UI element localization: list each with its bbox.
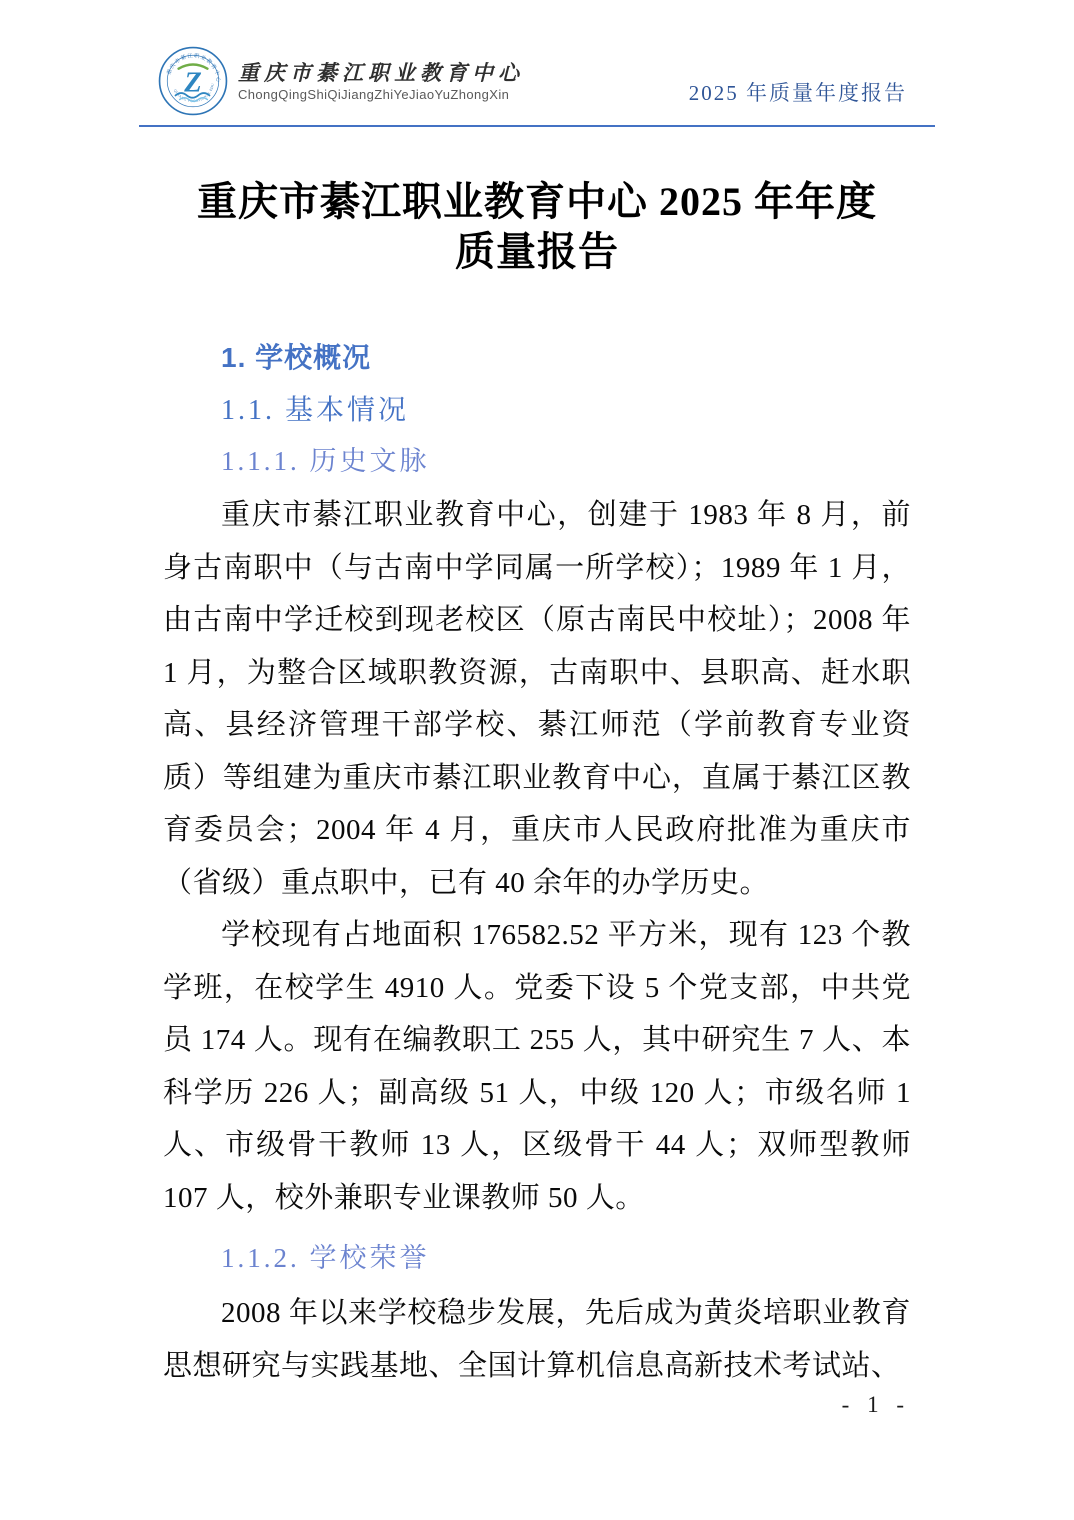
paragraph-history: 重庆市綦江职业教育中心，创建于 1983 年 8 月，前身古南职中（与古南中学同属一所学校）；1989 年 1 月，由古南中学迁校到现老校区（原古南民中校址）；2008 年 1 月，为整合区域职教资源，古南职中、县职高、赶水职高、县经济管理干部学校、綦江师范（学前教育专业资质）等组建为重庆市綦江职业教育中心，直属于綦江区教育委员会；2004 年 4 月，重庆市人民政府批准为重庆市（省级）重点职中，已有 40 余年的办学历史。 (163, 499, 911, 899)
heading-honors: 1.1.2. 学校荣誉 (221, 1243, 430, 1273)
svg-text:QIJIANG VOCATIONAL EDU: QIJIANG VOCATIONAL EDU (172, 82, 216, 104)
document-title-line1: 重庆市綦江职业教育中心 2025 年年度 (197, 179, 877, 224)
header-report-label: 2025 年质量年度报告 (688, 81, 907, 105)
document-body (163, 127, 911, 1392)
heading-school-overview: 1. 学校概况 (221, 342, 372, 373)
document-title (163, 177, 911, 277)
svg-text:重庆市綦江职业教育中心: 重庆市綦江职业教育中心 (166, 53, 221, 84)
page-header (139, 0, 935, 127)
header-brand (158, 46, 524, 116)
svg-text:Z: Z (184, 66, 202, 99)
heading-history: 1.1.1. 历史文脉 (221, 446, 430, 476)
org-name-pinyin: ChongQingShiQiJiangZhiYeJiaoYuZhongXin (238, 86, 510, 102)
school-emblem-icon (158, 46, 228, 116)
document-title-line2: 质量报告 (455, 229, 619, 274)
paragraph-scale: 学校现有占地面积 176582.52 平方米，现有 123 个教学班，在校学生 4910 人。党委下设 5 个党支部，中共党员 174 人。现有在编教职工 255 人，其中研究生 7 人、本科学历 226 人；副高级 51 人，中级 120 人；市级名师 1 人、市级骨干教师 13 人，区级骨干 44 人；双师型教师 107 人，校外兼职专业课教师 50 人。 (163, 919, 911, 1214)
org-name-chinese: 重庆市綦江职业教育中心 (238, 60, 524, 85)
page-number: - 1 - (841, 1392, 910, 1417)
org-names (238, 60, 524, 103)
heading-basic-situation: 1.1. 基本情况 (221, 395, 410, 426)
paragraph-honors: 2008 年以来学校稳步发展，先后成为黄炎培职业教育思想研究与实践基地、全国计算机信息高新技术考试站、 (163, 1297, 911, 1382)
